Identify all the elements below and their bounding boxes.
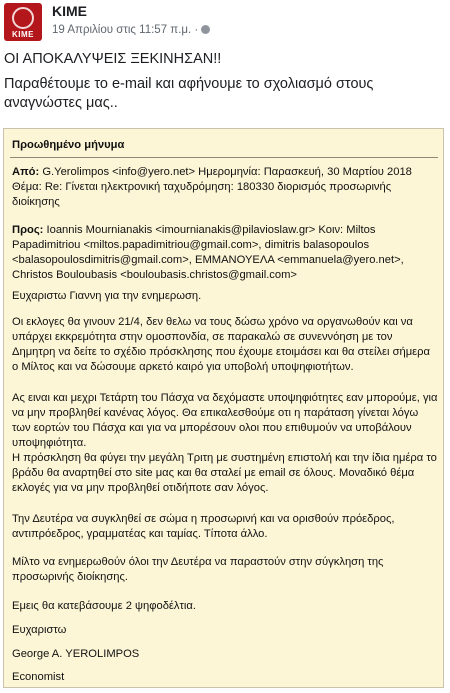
signature-title: Economist <box>12 671 65 683</box>
from-line <box>12 165 438 180</box>
email-paragraph: Ευχαριστω Γιαννη για την ενημερωση. <box>12 290 202 302</box>
email-closing: Ευχαριστω <box>12 624 67 636</box>
signature-name: George A. YEROLIMPOS <box>12 648 140 660</box>
email-paragraph: Η πρόσκληση θα φύγει την μεγάλη Τριτη με συστημένη επιστολή και την ίδια ημέρα το βράδυ θα αναρτηθεί στο site μας και θα σταλεί με email σε όλους. Μοναδικό θέμα εκλογές για να μην προβληθεί οτιδήποτε σαν λόγος. <box>12 452 437 494</box>
divider <box>10 157 438 158</box>
email-paragraph: Μίλτο να ενημερωθούν όλοι την Δευτέρα να παραστούν στην σύγκληση της προσωρινής διοίκησης. <box>12 556 384 583</box>
post-intro-text: Παραθέτουμε το e-mail και αφήνουμε το σχολιασμό στους αναγνώστες μας.. <box>4 76 374 111</box>
email-image[interactable] <box>3 128 444 688</box>
email-paragraph: Εμεις θα κατεβάσουμε 2 ψηφοδέλτια. <box>12 600 196 612</box>
from-value: G.Yerolimpos <info@yero.net> Ημερομηνία: Παρασκευή, 30 Μαρτίου 2018 <box>42 166 412 178</box>
to-value: Ioannis Mournianakis <imournianakis@pilavioslaw.gr> Κοιν: Miltos Papadimitriou <miltos.papadimitriou@gmail.com>, dimitris balasopoulos <balasopoulosdimitris@gmail.com>, ΕΜΜΑΝΟΥΕΛΑ <emmanuela@yero.net>, Christos Bouloubasis <bouloubasis.christos@gmail.com> <box>12 224 404 281</box>
from-label: Από: <box>12 166 40 178</box>
page-avatar[interactable] <box>4 3 42 41</box>
email-paragraph: Την Δευτέρα να συγκληθεί σε σώμα η προσωρινή και να ορισθούν πρόεδρος, αντιπρόεδρος, γραμματέας και ταμίας. Τίποτα άλλο. <box>12 513 395 540</box>
forwarded-title: Προωθημένο μήνυμα <box>12 139 125 151</box>
email-paragraph: Οι εκλογες θα γινουν 21/4, δεν θελω να τους δώσω χρόνο να οργανωθούν και να υπάρχει εκκρεμότητα στην ομοσπονδία, σε παρακαλώ σε συνεννόηση με τον Δημητρη να δείτε το σχέδιο πρόσκλησης που έχουμε ετοιμάσει και θα στείλει σήμερα ο Μίλτος και να δώσουμε αρκετό καιρό για υποβολή υποψηφιοτήτων. <box>12 316 430 373</box>
logo-icon <box>12 7 34 29</box>
post-timestamp[interactable] <box>52 24 210 36</box>
page-name-link[interactable]: ΚΙΜΕ <box>52 3 87 19</box>
email-paragraph: Ας ειναι και μεχρι Τετάρτη του Πάσχα να δεχόμαστε υποψηφιότητες εαν μπορούμε, για να μην προβληθεί κανένας λόγος. Θα επικαλεσθούμε οτι η παράταση γίνεται λόγω των εορτών του Πάσχα και για να μπορέσουν ολοι που επιθυμούν να υποβάλουν υποψηφιότητα. <box>12 392 438 449</box>
globe-icon <box>201 25 210 34</box>
timestamp-text: 19 Απριλίου στις 11:57 π.μ. · <box>52 24 199 36</box>
to-label: Προς: <box>12 224 44 236</box>
avatar-text: ΚΙΜΕ <box>12 30 34 39</box>
subject-line: Θέμα: Re: Γίνεται ηλεκτρονική ταχυδρόμηση: 180330 διορισμός προσωρινής διοίκησης <box>12 181 392 208</box>
post-header <box>0 0 450 44</box>
to-line <box>12 223 438 283</box>
post-headline: ΟΙ ΑΠΟΚΑΛΥΨΕΙΣ ΞΕΚΙΝΗΣΑΝ!! <box>4 51 222 67</box>
